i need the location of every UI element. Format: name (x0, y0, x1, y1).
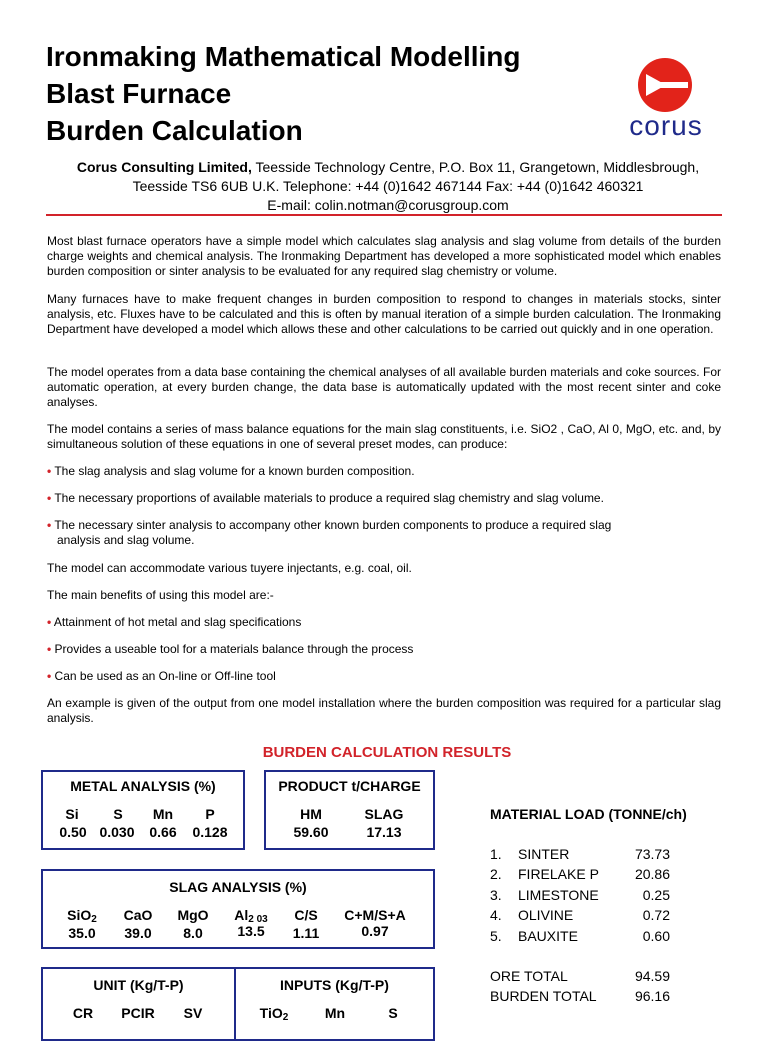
slag-label: MgO (177, 907, 209, 923)
paragraph-4: The model contains a series of mass balance equations for the main slag constituents, i.e. SiO2 , CaO, Al 0, MgO, etc. and, by simultaneous solution of these equations in one of several preset modes, can produce: (47, 422, 721, 451)
metal-label: P (205, 806, 215, 822)
inputs-title: INPUTS (Kg/T-P) (280, 977, 389, 993)
metal-analysis-title: METAL ANALYSIS (%) (70, 778, 216, 794)
slag-label: CaO (123, 907, 153, 923)
product-label: HM (300, 806, 322, 822)
results-title: BURDEN CALCULATION RESULTS (262, 744, 512, 761)
inputs-label: S (388, 1005, 398, 1021)
bullet-icon: • (47, 642, 52, 656)
slag-label: C/S (294, 907, 318, 923)
metal-value: 0.66 (149, 824, 177, 840)
paragraph-3: The model operates from a data base containing the chemical analyses of all available burden materials and coke sources. For automatic operation, at every burden change, the data base is automatically updated with the most recent sinter and coke analyses. (47, 365, 721, 409)
bullet-icon: • (47, 464, 52, 478)
paragraph-benefits: The main benefits of using this model are:- (47, 588, 274, 602)
unit-label: PCIR (121, 1005, 155, 1021)
metal-label: Mn (152, 806, 174, 822)
unit-inputs-box (41, 967, 435, 1041)
metal-analysis-box (41, 770, 245, 850)
product-title: PRODUCT t/CHARGE (278, 778, 421, 794)
corus-logo-text: corus (629, 110, 703, 141)
product-box (264, 770, 435, 850)
email-line: E-mail: colin.notman@corusgroup.com (267, 197, 509, 213)
bullet-icon: • (47, 669, 52, 683)
address-line-1: Teesside Technology Centre, P.O. Box 11, Grangetown, Middlesbrough, (251, 159, 700, 175)
unit-label: SV (183, 1005, 203, 1021)
paragraph-tuyere: The model can accommodate various tuyere injectants, e.g. coal, oil. (47, 561, 412, 575)
page-title (46, 38, 521, 149)
metal-value: 0.128 (192, 824, 228, 840)
product-value: 59.60 (293, 824, 329, 840)
unit-label: CR (72, 1005, 94, 1021)
metal-label: S (113, 806, 123, 822)
bullet-item: • The necessary sinter analysis to accompany other known burden components to produce a required slag analysis and slag volume. (47, 518, 612, 547)
slag-value: 39.0 (124, 925, 152, 941)
unit-title: UNIT (Kg/T-P) (93, 977, 184, 993)
title-line-1: Ironmaking Mathematical Modelling (46, 41, 521, 72)
slag-label: C+M/S+A (344, 907, 406, 923)
ore-total-row: ORE TOTAL 94.59 (490, 968, 670, 984)
slag-value: 13.5 (237, 923, 265, 939)
paragraph-example: An example is given of the output from one model installation where the burden composition was required for a particular slag analysis. (47, 696, 721, 725)
metal-label: Si (65, 806, 79, 822)
inputs-label: Mn (324, 1005, 346, 1021)
material-load-title: MATERIAL LOAD (TONNE/ch) (490, 806, 687, 822)
bullet-item: • Attainment of hot metal and slag specifications (47, 615, 302, 629)
product-label: SLAG (364, 806, 404, 822)
slag-analysis-title: SLAG ANALYSIS (%) (169, 879, 307, 895)
bullet-item: • The necessary proportions of available materials to produce a required slag chemistry and slag volume. (47, 491, 604, 505)
bullet-icon: • (47, 518, 52, 532)
slag-label: SiO$_2$ (67, 907, 97, 925)
burden-total-row: BURDEN TOTAL 96.16 (490, 988, 670, 1004)
title-line-2: Blast Furnace (46, 78, 232, 109)
metal-value: 0.030 (99, 824, 135, 840)
address-line-2: Teesside TS6 6UB U.K. Telephone: +44 (0)1642 467144 Fax: +44 (0)1642 460321 (132, 178, 644, 194)
metal-value: 0.50 (59, 824, 87, 840)
paragraph-1: Most blast furnace operators have a simple model which calculates slag analysis and slag volume from details of the burden charge weights and chemical analysis. The Ironmaking Department has developed a more sophisticated model which enables burden composition or sinter analysis to be evaluated for any required slag chemistry or volume. (47, 234, 721, 278)
company-name: Corus Consulting Limited, (76, 159, 252, 175)
slag-value: 35.0 (68, 925, 96, 941)
corus-logo (604, 54, 728, 144)
product-value: 17.13 (366, 824, 402, 840)
slag-analysis-box (41, 869, 435, 949)
paragraph-2: Many furnaces have to make frequent changes in burden composition to respond to changes in materials stocks, sinter analysis, etc. Fluxes have to be calculated and this is often by manual iteration of a simple burden calculation. The Ironmaking Department have developed a model which allows these and other calculations to be carried out quickly and in one operation. (47, 292, 721, 336)
bullet-icon: • (47, 491, 52, 505)
bullet-item: • The slag analysis and slag volume for a known burden composition. (47, 464, 415, 478)
bullet-icon: • (47, 615, 52, 629)
slag-value: 0.97 (361, 923, 389, 939)
slag-value: 8.0 (183, 925, 203, 941)
bullet-item: • Provides a useable tool for a materials balance through the process (47, 642, 414, 656)
contact-info (40, 158, 736, 215)
inputs-label: TiO$_2$ (259, 1005, 289, 1023)
slag-value: 1.11 (292, 925, 320, 941)
slag-label: $Al_{2 03}$ (234, 907, 268, 925)
title-line-3: Burden Calculation (46, 115, 303, 146)
divider (46, 214, 722, 216)
bullet-item: • Can be used as an On-line or Off-line tool (47, 669, 276, 683)
